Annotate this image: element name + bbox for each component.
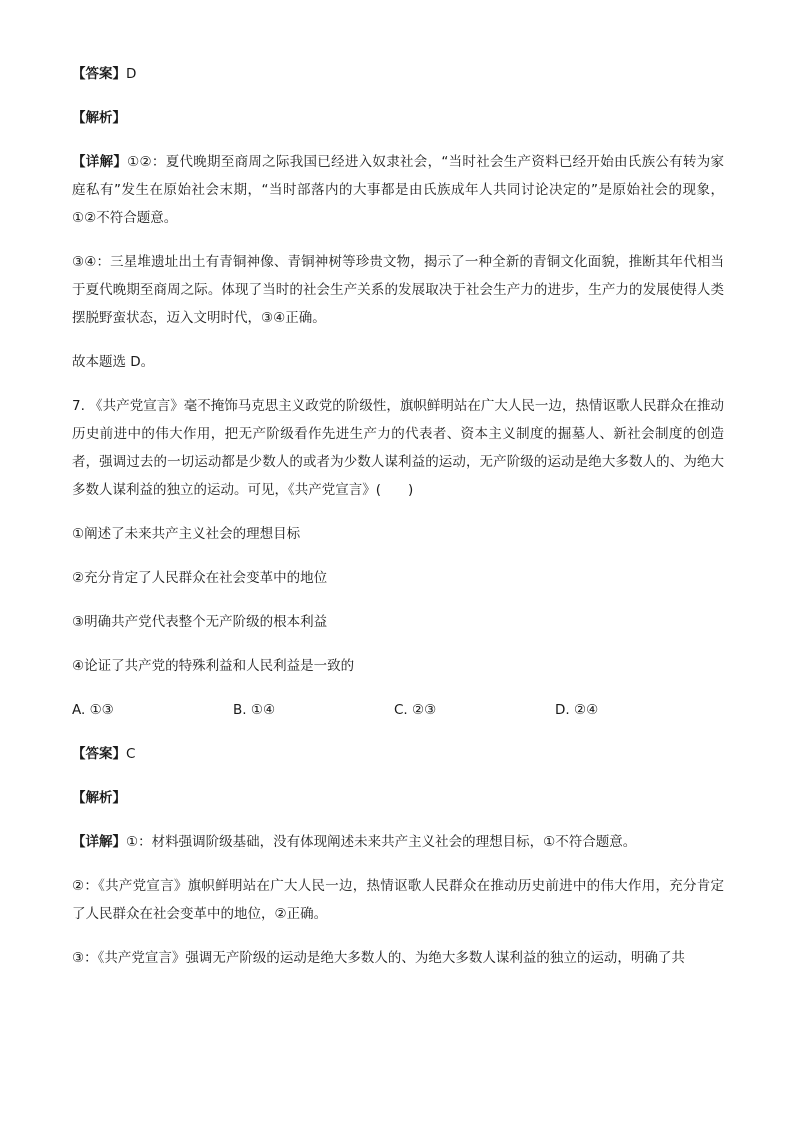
detail-paragraph-2b: ②：《共产党宣言》旗帜鲜明站在广大人民一边，热情讴歌人民群众在推动历史前进中的伟大作用，充分肯定了人民群众在社会变革中的地位，②正确。 — [72, 878, 724, 922]
detail-label: 【详解】 — [72, 834, 126, 850]
detail-paragraph-1b: ③④：三星堆遗址出土有青铜神像、青铜神树等珍贵文物，揭示了一种全新的青铜文化面貌，推断其年代相当于夏代晚期至商周之际。体现了当时的社会生产关系的发展取决于社会生产力的进步，生产力的发展使得人类摆脱野蛮状态，迈入文明时代，③④正确。 — [72, 254, 724, 326]
option-d: D. ②④ — [555, 702, 599, 718]
statement-3: ③明确共产党代表整个无产阶级的根本利益 — [72, 614, 328, 630]
detail-text: ①：材料强调阶级基础，没有体现阐述未来共产主义社会的理想目标，①不符合题意。 — [126, 834, 637, 850]
question-7-stem: 7. 《共产党宣言》毫不掩饰马克思主义政党的阶级性，旗帜鲜明站在广大人民一边，热情讴歌人民群众在推动历史前进中的伟大作用，把无产阶级看作先进生产力的代表者、资本主义制度的掘墓人、新社会制度的创造者，强调过去的一切运动都是少数人的或者为少数人谋利益的运动，无产阶级的运动是绝大多数人的、为绝大多数人谋利益的独立的运动。可见，《共产党宣言》( ) — [72, 398, 724, 498]
analysis-heading-2 — [72, 784, 724, 812]
analysis-heading-1 — [72, 104, 724, 132]
detail-paragraph-2a — [72, 828, 724, 856]
detail-text: ①②：夏代晚期至商周之际我国已经进入奴隶社会，“当时社会生产资料已经开始由氏族公有转为家庭私有”发生在原始社会末期，“当时部落内的大事都是由氏族成年人共同讨论决定的”是原始社会的现象，①②不符合题意。 — [72, 154, 725, 226]
answer-label: 【答案】 — [72, 66, 126, 82]
answer-label: 【答案】 — [72, 746, 126, 762]
document-page — [72, 60, 724, 988]
detail-paragraph-2c: ③：《共产党宣言》强调无产阶级的运动是绝大多数人的、为绝大多数人谋利益的独立的运动，明确了共 — [72, 950, 685, 966]
analysis-label: 【解析】 — [72, 110, 126, 126]
option-a: A. ①③ — [72, 702, 114, 718]
answer-value: C — [126, 746, 136, 762]
detail-paragraph-1a — [72, 148, 724, 232]
option-c: C. ②③ — [394, 702, 437, 718]
statement-1: ①阐述了未来共产主义社会的理想目标 — [72, 526, 301, 542]
option-b: B. ①④ — [233, 702, 276, 718]
statement-4: ④论证了共产党的特殊利益和人民利益是一致的 — [72, 658, 355, 674]
detail-label: 【详解】 — [72, 154, 128, 170]
conclusion-line: 故本题选 D。 — [72, 354, 155, 370]
statement-2: ②充分肯定了人民群众在社会变革中的地位 — [72, 570, 328, 586]
answer-line-1 — [72, 60, 724, 88]
answer-line-2 — [72, 740, 724, 768]
analysis-label: 【解析】 — [72, 790, 126, 806]
answer-value: D — [126, 66, 137, 82]
answer-options — [72, 696, 724, 724]
